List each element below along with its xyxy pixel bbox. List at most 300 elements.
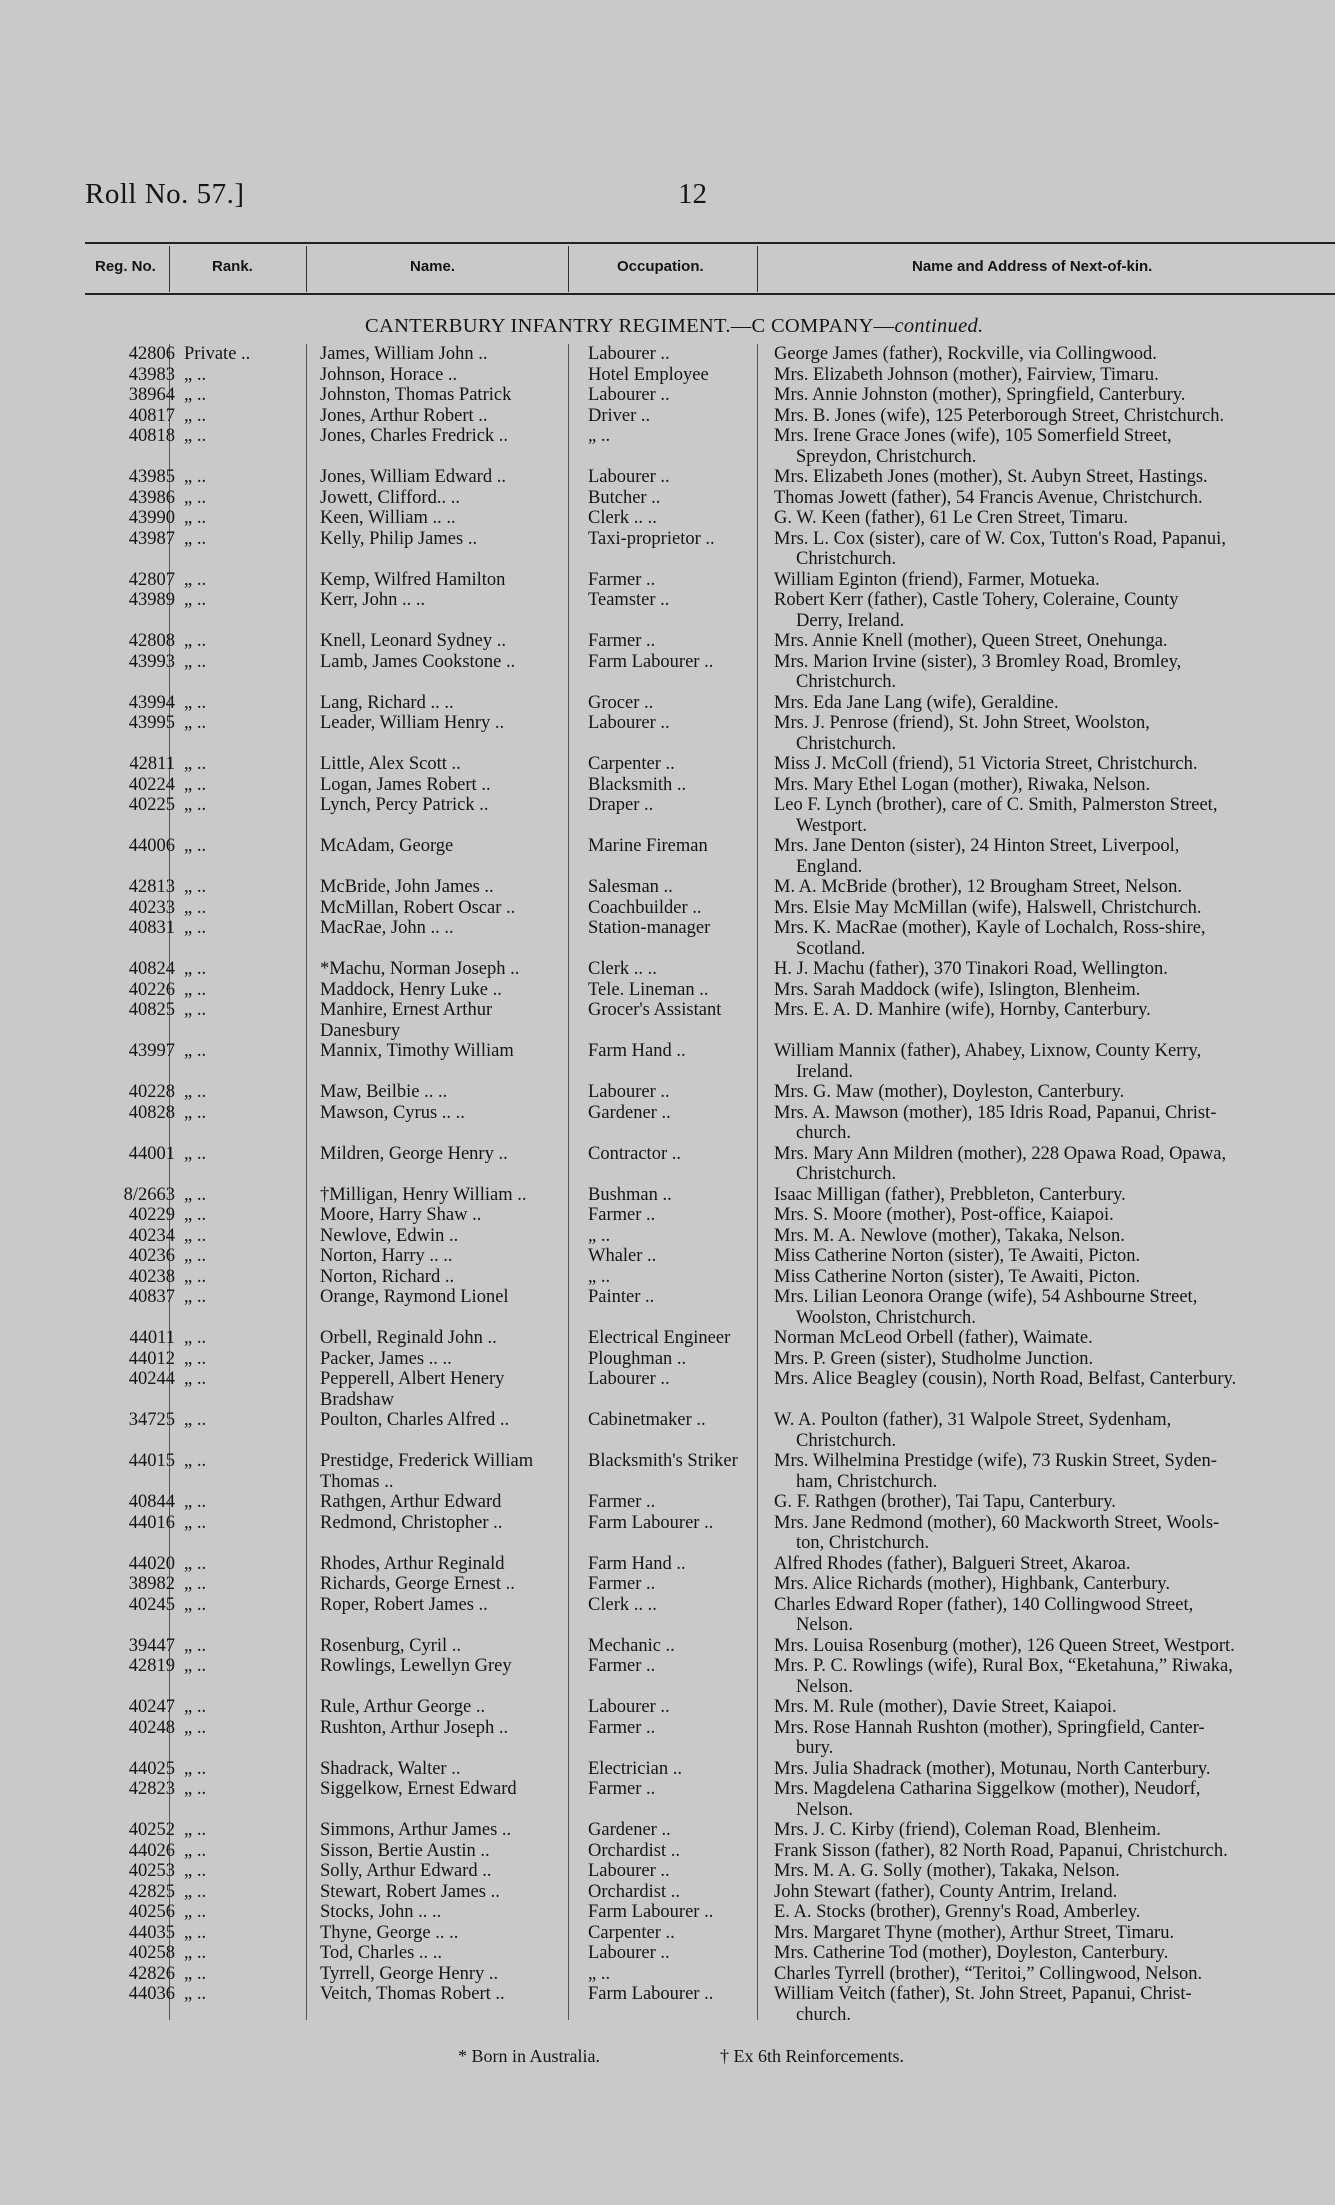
reg-number: 40844: [128, 1492, 175, 1512]
rank: „ ..: [184, 795, 207, 815]
next-of-kin: [774, 1943, 1322, 1964]
table-row: [0, 1144, 1335, 1185]
rank: „ ..: [184, 1861, 207, 1881]
next-of-kin-line: William Eginton (friend), Farmer, Motueka.: [774, 569, 1100, 590]
rank: „ ..: [184, 1594, 207, 1615]
rank: „ ..: [184, 405, 207, 426]
next-of-kin: [774, 898, 1322, 919]
soldier-name: Tyrrell, George Henry ..: [320, 1963, 499, 1984]
table-row: [0, 1451, 1335, 1492]
rank: „ ..: [184, 426, 207, 446]
next-of-kin: [774, 877, 1322, 898]
soldier-name: Jowett, Clifford.. ..: [320, 487, 460, 508]
next-of-kin-line: Alfred Rhodes (father), Balgueri Street, Akaroa.: [774, 1553, 1131, 1574]
table-row: [0, 488, 1335, 509]
rank: „ ..: [184, 918, 207, 938]
rank: „ ..: [184, 1000, 207, 1020]
next-of-kin-line: Mrs. M. A. Newlove (mother), Takaka, Nelson.: [774, 1225, 1125, 1246]
reg-number: 42826: [128, 1963, 175, 1984]
next-of-kin-line: Mrs. Julia Shadrack (mother), Motunau, North Canterbury.: [774, 1758, 1211, 1779]
next-of-kin-line: Mrs. M. A. G. Solly (mother), Takaka, Nelson.: [774, 1861, 1120, 1881]
table-row: [0, 1513, 1335, 1554]
next-of-kin-continuation: church.: [796, 1123, 851, 1143]
col-divider: [757, 246, 758, 292]
soldier-name: Rathgen, Arthur Edward: [320, 1492, 502, 1512]
next-of-kin-continuation: bury.: [796, 1738, 834, 1758]
next-of-kin-line: G. F. Rathgen (brother), Tai Tapu, Canterbury.: [774, 1492, 1116, 1512]
table-row: [0, 570, 1335, 591]
next-of-kin-continuation: Nelson.: [796, 1676, 854, 1697]
rank: „ ..: [184, 1102, 207, 1123]
reg-number: 38982: [128, 1574, 175, 1594]
reg-number: 44011: [129, 1328, 175, 1348]
next-of-kin-line: Mrs. M. Rule (mother), Davie Street, Kaiapoi.: [774, 1697, 1117, 1717]
table-row: [0, 1226, 1335, 1247]
reg-number: 42807: [128, 569, 175, 590]
reg-number: 40229: [128, 1205, 175, 1225]
reg-number: 44006: [128, 836, 175, 856]
next-of-kin-line: Miss Catherine Norton (sister), Te Awaiti, Picton.: [774, 1246, 1141, 1266]
next-of-kin-continuation: Derry, Ireland.: [796, 610, 905, 631]
occupation: Gardener ..: [588, 1102, 671, 1123]
occupation: Coachbuilder ..: [588, 897, 702, 918]
table-row: [0, 1718, 1335, 1759]
next-of-kin-line: Leo F. Lynch (brother), care of C. Smith, Palmerston Street,: [774, 795, 1218, 815]
occupation: Farmer ..: [588, 1717, 656, 1738]
soldier-name: Jones, William Edward ..: [320, 467, 506, 487]
occupation: Draper ..: [588, 795, 654, 815]
table-row: [0, 406, 1335, 427]
soldier-name: Solly, Arthur Edward ..: [320, 1861, 492, 1881]
occupation: Labourer ..: [588, 467, 670, 487]
reg-number: 44001: [128, 1143, 175, 1164]
next-of-kin: [774, 1718, 1322, 1759]
next-of-kin: [774, 795, 1322, 836]
next-of-kin: [774, 1902, 1322, 1923]
next-of-kin-continuation: ton, Christchurch.: [796, 1533, 930, 1553]
table-row: [0, 1554, 1335, 1575]
next-of-kin-continuation: England.: [796, 856, 863, 877]
soldier-name: Johnson, Horace ..: [320, 364, 458, 385]
soldier-name: Stewart, Robert James ..: [320, 1881, 500, 1902]
table-row: [0, 775, 1335, 796]
table-row: [0, 1000, 1335, 1041]
table-row: [0, 959, 1335, 980]
reg-number: 43987: [128, 528, 175, 549]
next-of-kin-line: Mrs. P. Green (sister), Studholme Junction.: [774, 1348, 1094, 1369]
soldier-name: Stocks, John .. ..: [320, 1902, 442, 1922]
table-row: [0, 1205, 1335, 1226]
section-title: CANTERBURY INFANTRY REGIMENT.—C COMPANY—continued.: [365, 315, 984, 337]
occupation: Contractor ..: [588, 1143, 681, 1164]
table-row: [0, 1861, 1335, 1882]
table-row: [0, 1410, 1335, 1451]
reg-number: 40831: [128, 918, 175, 938]
occupation: Grocer's Assistant: [588, 1000, 722, 1020]
soldier-name: Poulton, Charles Alfred ..: [320, 1410, 510, 1430]
next-of-kin-line: W. A. Poulton (father), 31 Walpole Street, Sydenham,: [774, 1410, 1172, 1430]
soldier-name: Simmons, Arthur James ..: [320, 1820, 512, 1840]
next-of-kin: [774, 1226, 1322, 1247]
table-row: [0, 836, 1335, 877]
reg-number: 42813: [128, 877, 175, 897]
next-of-kin: [774, 1964, 1322, 1985]
table-row: [0, 1964, 1335, 1985]
next-of-kin: [774, 1574, 1322, 1595]
table-row: [0, 1349, 1335, 1370]
rank: „ ..: [184, 385, 207, 405]
table-row: [0, 877, 1335, 898]
table-row: [0, 1574, 1335, 1595]
soldier-name: Mannix, Timothy William: [320, 1041, 514, 1061]
next-of-kin: [774, 959, 1322, 980]
next-of-kin-line: Mrs. Wilhelmina Prestidge (wife), 73 Ruskin Street, Syden-: [774, 1451, 1217, 1471]
reg-number: 40233: [128, 897, 175, 918]
occupation: Marine Fireman: [588, 836, 708, 856]
rank: „ ..: [184, 1840, 207, 1861]
reg-number: 40236: [128, 1246, 175, 1266]
reg-number: 44016: [128, 1512, 175, 1533]
table-row: [0, 1902, 1335, 1923]
table-row: [0, 1595, 1335, 1636]
next-of-kin-line: Charles Tyrrell (brother), “Teritoi,” Collingwood, Nelson.: [774, 1963, 1203, 1984]
col-divider: [169, 246, 170, 292]
rank: „ ..: [184, 1184, 207, 1205]
rank: „ ..: [184, 1082, 207, 1102]
soldier-name: Leader, William Henry ..: [320, 713, 505, 733]
next-of-kin-line: Mrs. Mary Ann Mildren (mother), 228 Opawa Road, Opawa,: [774, 1143, 1227, 1164]
next-of-kin: [774, 1697, 1322, 1718]
rank: „ ..: [184, 1881, 207, 1902]
occupation: „ ..: [588, 1225, 611, 1246]
table-row: [0, 1841, 1335, 1862]
soldier-name: MacRae, John .. ..: [320, 918, 454, 938]
next-of-kin: [774, 1267, 1322, 1288]
next-of-kin: [774, 385, 1322, 406]
next-of-kin: [774, 1779, 1322, 1820]
soldier-name: Rowlings, Lewellyn Grey: [320, 1656, 512, 1676]
next-of-kin: [774, 918, 1322, 959]
next-of-kin: [774, 1636, 1322, 1657]
rank: „ ..: [184, 754, 207, 774]
reg-number: 42825: [128, 1881, 175, 1902]
rank: „ ..: [184, 1943, 207, 1963]
reg-number: 43990: [128, 508, 175, 528]
rank: „ ..: [184, 1717, 207, 1738]
next-of-kin-line: Mrs. Irene Grace Jones (wife), 105 Somerfield Street,: [774, 426, 1172, 446]
reg-number: 40226: [128, 979, 175, 1000]
roll-number: Roll No. 57.]: [85, 178, 245, 210]
next-of-kin-continuation: Nelson.: [796, 1799, 854, 1820]
next-of-kin: [774, 488, 1322, 509]
occupation: Farmer ..: [588, 1656, 656, 1676]
col-header-next-of-kin: Name and Address of Next-of-kin.: [912, 258, 1153, 275]
rank: „ ..: [184, 631, 207, 651]
table-row: [0, 1492, 1335, 1513]
next-of-kin-continuation: Christchurch.: [796, 549, 897, 569]
soldier-name: Rosenburg, Cyril ..: [320, 1635, 461, 1656]
rank: „ ..: [184, 1984, 207, 2004]
rank: „ ..: [184, 590, 207, 610]
table-row: [0, 1246, 1335, 1267]
rank: „ ..: [184, 713, 207, 733]
next-of-kin-continuation: Woolston, Christchurch.: [796, 1307, 976, 1328]
reg-number: 43993: [128, 651, 175, 672]
occupation: Orchardist ..: [588, 1881, 680, 1902]
rank: „ ..: [184, 877, 207, 897]
next-of-kin-line: Mrs. Eda Jane Lang (wife), Geraldine.: [774, 692, 1059, 713]
occupation: Butcher ..: [588, 487, 661, 508]
next-of-kin-continuation: Ireland.: [796, 1061, 854, 1082]
soldier-name: Packer, James .. ..: [320, 1348, 452, 1369]
reg-number: 44015: [128, 1451, 175, 1471]
reg-number: 40248: [128, 1717, 175, 1738]
next-of-kin: [774, 1205, 1322, 1226]
rank: „ ..: [184, 1225, 207, 1246]
table-row: [0, 1882, 1335, 1903]
next-of-kin-line: Mrs. Louisa Rosenburg (mother), 126 Queen Street, Westport.: [774, 1635, 1235, 1656]
next-of-kin-continuation: Nelson.: [796, 1615, 854, 1635]
table-row: [0, 918, 1335, 959]
soldier-name: Little, Alex Scott ..: [320, 754, 461, 774]
next-of-kin-line: Mrs. Marion Irvine (sister), 3 Bromley Road, Bromley,: [774, 651, 1182, 672]
rank: „ ..: [184, 1492, 207, 1512]
next-of-kin: [774, 1759, 1322, 1780]
next-of-kin: [774, 1185, 1322, 1206]
soldier-name: Tod, Charles .. ..: [320, 1943, 443, 1963]
next-of-kin-line: Mrs. Jane Redmond (mother), 60 Mackworth Street, Wools-: [774, 1512, 1220, 1533]
rank: „ ..: [184, 1348, 207, 1369]
next-of-kin-continuation: Christchurch.: [796, 1164, 897, 1184]
occupation: Whaler ..: [588, 1246, 657, 1266]
soldier-name: Mildren, George Henry ..: [320, 1143, 508, 1164]
rank: „ ..: [184, 1246, 207, 1266]
soldier-name: Keen, William .. ..: [320, 508, 456, 528]
occupation: Mechanic ..: [588, 1635, 675, 1656]
table-row: [0, 1369, 1335, 1410]
reg-number: 42808: [128, 631, 175, 651]
soldier-name: Rushton, Arthur Joseph ..: [320, 1717, 509, 1738]
header-rule-bottom: [85, 293, 1335, 295]
table-row: [0, 426, 1335, 467]
next-of-kin-line: E. A. Stocks (brother), Grenny's Road, Amberley.: [774, 1902, 1141, 1922]
table-row: [0, 467, 1335, 488]
table-row: [0, 1636, 1335, 1657]
soldier-name: Lamb, James Cookstone ..: [320, 651, 516, 672]
soldier-name: Jones, Charles Fredrick ..: [320, 426, 509, 446]
occupation: Blacksmith's Striker: [588, 1451, 738, 1471]
soldier-name: Maddock, Henry Luke ..: [320, 979, 502, 1000]
occupation: Farm Hand ..: [588, 1041, 686, 1061]
rank: „ ..: [184, 1369, 207, 1389]
reg-number: 43994: [128, 692, 175, 713]
next-of-kin-continuation: Christchurch.: [796, 733, 897, 754]
rank: „ ..: [184, 1205, 207, 1225]
occupation: Clerk .. ..: [588, 959, 657, 979]
rank: „ ..: [184, 959, 207, 979]
next-of-kin: [774, 1369, 1322, 1390]
soldier-name: Richards, George Ernest ..: [320, 1574, 515, 1594]
reg-number: 43995: [128, 713, 175, 733]
rank: „ ..: [184, 897, 207, 918]
table-row: [0, 365, 1335, 386]
rank: „ ..: [184, 1820, 207, 1840]
next-of-kin-line: Mrs. A. Mawson (mother), 185 Idris Road, Papanui, Christ-: [774, 1102, 1217, 1123]
soldier-name: McAdam, George: [320, 836, 454, 856]
reg-number: 43997: [128, 1041, 175, 1061]
table-row: [0, 713, 1335, 754]
occupation: Farm Labourer ..: [588, 1984, 714, 2004]
next-of-kin-line: Mrs. Annie Knell (mother), Queen Street, Onehunga.: [774, 631, 1168, 651]
next-of-kin-line: Mrs. Rose Hannah Rushton (mother), Springfield, Canter-: [774, 1717, 1205, 1738]
occupation: Labourer ..: [588, 1369, 670, 1389]
next-of-kin: [774, 529, 1322, 570]
table-row: [0, 508, 1335, 529]
reg-number: 43989: [128, 590, 175, 610]
rank: „ ..: [184, 1758, 207, 1779]
next-of-kin-line: Mrs. G. Maw (mother), Doyleston, Canterbury.: [774, 1082, 1125, 1102]
next-of-kin: [774, 693, 1322, 714]
next-of-kin-line: Mrs. Alice Beagley (cousin), North Road, Belfast, Canterbury.: [774, 1369, 1237, 1389]
next-of-kin-line: Miss J. McColl (friend), 51 Victoria Street, Christchurch.: [774, 754, 1198, 774]
col-header-occupation: Occupation.: [617, 258, 704, 275]
occupation: Labourer ..: [588, 1943, 670, 1963]
next-of-kin: [774, 652, 1322, 693]
header-rule-top: [85, 242, 1335, 244]
table-row: [0, 590, 1335, 631]
col-divider: [306, 246, 307, 292]
next-of-kin: [774, 426, 1322, 467]
rank: „ ..: [184, 364, 207, 385]
occupation: Farm Labourer ..: [588, 1512, 714, 1533]
next-of-kin: [774, 1349, 1322, 1370]
rank: „ ..: [184, 692, 207, 713]
soldier-name: Orange, Raymond Lionel: [320, 1287, 509, 1307]
soldier-name: Johnston, Thomas Patrick: [320, 385, 512, 405]
rank: „ ..: [184, 569, 207, 590]
next-of-kin: [774, 1082, 1322, 1103]
soldier-name: Kelly, Philip James ..: [320, 528, 478, 549]
occupation: Taxi-proprietor ..: [588, 528, 715, 549]
next-of-kin: [774, 467, 1322, 488]
rank: „ ..: [184, 1902, 207, 1922]
next-of-kin-line: Mrs. P. C. Rowlings (wife), Rural Box, “Eketahuna,” Riwaka,: [774, 1656, 1233, 1676]
occupation: Labourer ..: [588, 1082, 670, 1102]
next-of-kin: [774, 406, 1322, 427]
next-of-kin-line: Mrs. Sarah Maddock (wife), Islington, Blenheim.: [774, 979, 1141, 1000]
table-row: [0, 529, 1335, 570]
next-of-kin: [774, 1820, 1322, 1841]
next-of-kin-line: G. W. Keen (father), 61 Le Cren Street, Timaru.: [774, 508, 1128, 528]
next-of-kin-line: Frank Sisson (father), 82 North Road, Papanui, Christchurch.: [774, 1840, 1228, 1861]
occupation: Bushman ..: [588, 1184, 672, 1205]
occupation: Clerk .. ..: [588, 1594, 657, 1615]
next-of-kin: [774, 1595, 1322, 1636]
reg-number: 8/2663: [123, 1184, 175, 1205]
rank: „ ..: [184, 487, 207, 508]
next-of-kin-line: John Stewart (father), County Antrim, Ireland.: [774, 1881, 1118, 1902]
rank: „ ..: [184, 1512, 207, 1533]
soldier-name: Veitch, Thomas Robert ..: [320, 1984, 505, 2004]
occupation: Teamster ..: [588, 590, 670, 610]
reg-number: 40824: [128, 959, 175, 979]
reg-number: 40234: [128, 1225, 175, 1246]
next-of-kin-continuation: ham, Christchurch.: [796, 1471, 938, 1492]
next-of-kin-line: William Mannix (father), Ahabey, Lixnow, County Kerry,: [774, 1041, 1202, 1061]
occupation: „ ..: [588, 1963, 611, 1984]
next-of-kin: [774, 1287, 1322, 1328]
reg-number: 38964: [128, 385, 175, 405]
table-row: [0, 898, 1335, 919]
rank: „ ..: [184, 1553, 207, 1574]
soldier-name: James, William John ..: [320, 344, 488, 364]
reg-number: 43986: [128, 487, 175, 508]
next-of-kin: [774, 1656, 1322, 1697]
reg-number: 40225: [128, 795, 175, 815]
rank: „ ..: [184, 651, 207, 672]
occupation: „ ..: [588, 1266, 611, 1287]
footnote-born: * Born in Australia.: [458, 2046, 600, 2066]
next-of-kin-line: H. J. Machu (father), 370 Tinakori Road, Wellington.: [774, 959, 1168, 979]
soldier-name: Logan, James Robert ..: [320, 774, 491, 795]
next-of-kin-line: Thomas Jowett (father), 54 Francis Avenue, Christchurch.: [774, 487, 1203, 508]
reg-number: 44012: [128, 1348, 175, 1369]
next-of-kin: [774, 1328, 1322, 1349]
next-of-kin: [774, 754, 1322, 775]
rank: „ ..: [184, 1635, 207, 1656]
reg-number: 39447: [128, 1635, 175, 1656]
rank: „ ..: [184, 1779, 207, 1799]
reg-number: 40837: [128, 1287, 175, 1307]
occupation: „ ..: [588, 426, 611, 446]
rank: „ ..: [184, 979, 207, 1000]
rank: „ ..: [184, 1266, 207, 1287]
occupation: Salesman ..: [588, 877, 673, 897]
next-of-kin: [774, 590, 1322, 631]
occupation: Farmer ..: [588, 569, 656, 590]
reg-number: 44025: [128, 1758, 175, 1779]
soldier-name: *Machu, Norman Joseph ..: [320, 959, 520, 979]
next-of-kin: [774, 1492, 1322, 1513]
reg-number: 40828: [128, 1102, 175, 1123]
next-of-kin-line: Mrs. Margaret Thyne (mother), Arthur Street, Timaru.: [774, 1922, 1175, 1943]
rank: „ ..: [184, 1410, 207, 1430]
next-of-kin: [774, 980, 1322, 1001]
reg-number: 40818: [128, 426, 175, 446]
reg-number: 43983: [128, 364, 175, 385]
reg-number: 40228: [128, 1082, 175, 1102]
next-of-kin-line: Miss Catherine Norton (sister), Te Awaiti, Picton.: [774, 1266, 1141, 1287]
soldier-name: Kemp, Wilfred Hamilton: [320, 569, 506, 590]
soldier-name: McMillan, Robert Oscar ..: [320, 897, 516, 918]
page-number: 12: [678, 178, 707, 210]
reg-number: 44020: [128, 1553, 175, 1574]
soldier-name: †Milligan, Henry William ..: [320, 1184, 527, 1205]
rank: „ ..: [184, 528, 207, 549]
next-of-kin-continuation: Westport.: [796, 815, 867, 836]
col-header-rank: Rank.: [212, 258, 253, 275]
next-of-kin-line: Charles Edward Roper (father), 140 Collingwood Street,: [774, 1594, 1194, 1615]
occupation: Driver ..: [588, 405, 651, 426]
table-row: [0, 754, 1335, 775]
next-of-kin-continuation: Christchurch.: [796, 672, 897, 692]
col-divider: [568, 246, 569, 292]
rank: „ ..: [184, 1656, 207, 1676]
soldier-name: Orbell, Reginald John ..: [320, 1328, 497, 1348]
next-of-kin: [774, 1000, 1322, 1021]
next-of-kin: [774, 1923, 1322, 1944]
occupation: Grocer ..: [588, 692, 654, 713]
